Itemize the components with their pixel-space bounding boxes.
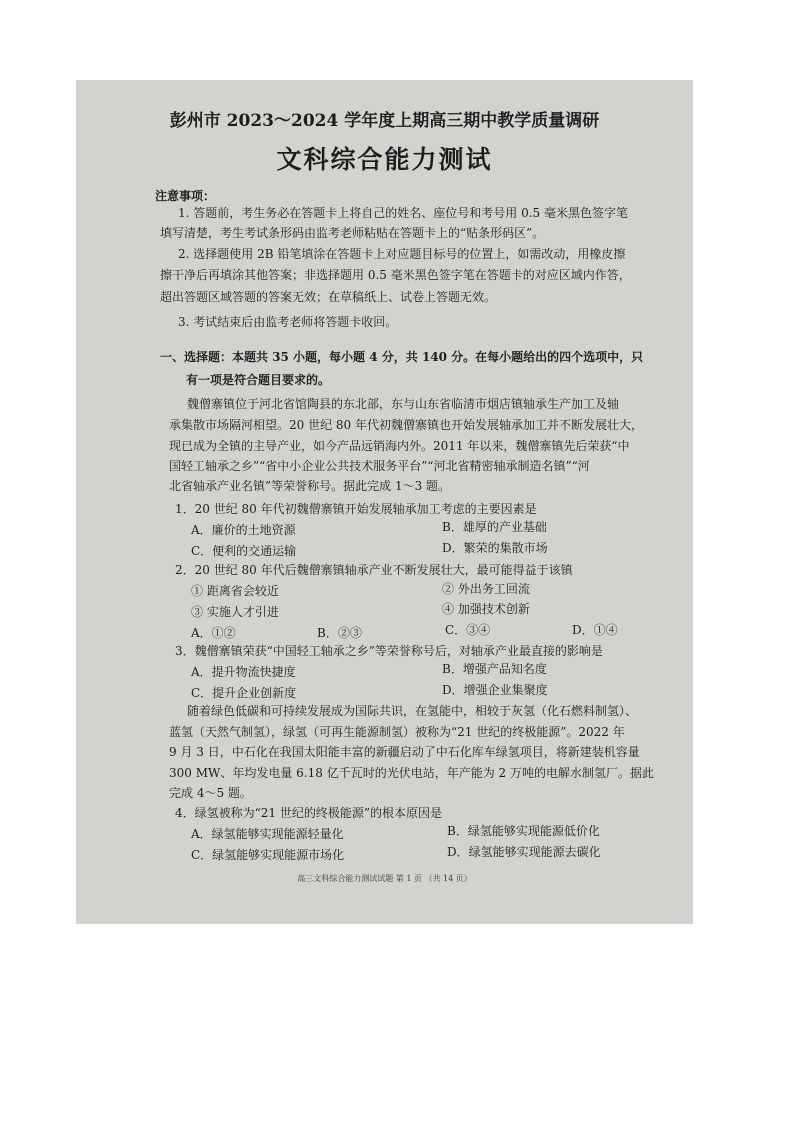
question-4-option-c: C．绿氢能够实现能源市场化 — [191, 848, 345, 862]
notice-item-1-line-2: 填写清楚，考生考试条形码由监考老师粘贴在答题卡上的“贴条形码区”。 — [160, 226, 545, 240]
notice-item-2-line-2: 擦干净后再填涂其他答案；非选择题用 0.5 毫米黑色签字笔在答题卡的对应区域内作答， — [160, 268, 631, 282]
page-footer: 高三文科综合能力测试试题 第 1 页 （共 14 页） — [297, 874, 472, 883]
question-2-stem: 2．20 世纪 80 年代后魏僧寨镇轴承产业不断发展壮大，最可能得益于该镇 — [175, 563, 573, 577]
question-1-option-c: C．便利的交通运输 — [191, 544, 297, 558]
section-heading-line-2: 有一项是符合题目要求的。 — [186, 373, 331, 387]
question-4-option-a: A．绿氢能够实现能源轻量化 — [191, 827, 344, 841]
exam-title: 彭州市 2023～2024 学年度上期高三期中教学质量调研 — [169, 111, 600, 131]
question-3-option-d: D．增强企业集聚度 — [442, 683, 548, 697]
passage-2-line-5: 完成 4～5 题。 — [169, 786, 252, 800]
passage-1-line-2: 承集散市场隔河相望。20 世纪 80 年代初魏僧寨镇也开始发展轴承加工并不断发展壮大， — [169, 418, 643, 432]
passage-2-line-4: 300 MW、年均发电量 6.18 亿千瓦时的光伏电站，年产能为 2 万吨的电解水制氢厂。据此 — [169, 766, 654, 780]
question-2-statement-4: ④ 加强技术创新 — [442, 602, 530, 616]
question-1-option-b: B．雄厚的产业基础 — [442, 520, 547, 534]
exam-page — [76, 80, 693, 924]
passage-2-line-2: 蓝氢（天然气制氢），绿氢（可再生能源制氢）被称为“21 世纪的终极能源”。2022 年 — [169, 725, 625, 739]
question-2-option-c: C．③④ — [445, 623, 491, 637]
notice-item-2-line-3: 超出答题区域答题的答案无效；在草稿纸上、试卷上答题无效。 — [160, 290, 497, 304]
notice-heading: 注意事项： — [155, 189, 216, 203]
question-1-stem: 1．20 世纪 80 年代初魏僧寨镇开始发展轴承加工考虑的主要因素是 — [175, 502, 537, 516]
question-3-option-c: C．提升企业创新度 — [191, 686, 297, 700]
notice-item-1-line-1: 1. 答题前，考生务必在答题卡上将自己的姓名、座位号和考号用 0.5 毫米黑色签字笔 — [178, 206, 628, 220]
question-1-option-a: A．廉价的土地资源 — [191, 523, 296, 537]
question-2-option-a: A．①② — [191, 626, 236, 640]
passage-2-line-1: 随着绿色低碳和可持续发展成为国际共识，在氢能中，相较于灰氢（化石燃料制氢）、 — [187, 704, 638, 718]
question-4-stem: 4．绿氢被称为“21 世纪的终极能源”的根本原因是 — [175, 806, 442, 820]
notice-item-3: 3. 考试结束后由监考老师将答题卡收回。 — [178, 315, 398, 329]
passage-1-line-4: 国轻工轴承之乡”“省中小企业公共技术服务平台”“河北省精密轴承制造名镇”“河 — [169, 459, 590, 473]
exam-subtitle: 文科综合能力测试 — [276, 145, 493, 174]
question-2-statement-3: ③ 实施人才引进 — [191, 605, 279, 619]
question-3-option-a: A．提升物流快捷度 — [191, 665, 296, 679]
passage-1-line-1: 魏僧寨镇位于河北省馆陶县的东北部，东与山东省临清市烟店镇轴承生产加工及轴 — [187, 397, 620, 411]
passage-1-line-3: 现已成为全镇的主导产业，如今产品远销海内外。2011 年以来，魏僧寨镇先后荣获“中 — [169, 439, 630, 453]
question-4-option-b: B．绿氢能够实现能源低价化 — [447, 824, 600, 838]
question-4-option-d: D．绿氢能够实现能源去碳化 — [447, 845, 601, 859]
question-3-stem: 3．魏僧寨镇荣获“中国轻工轴承之乡”等荣誉称号后，对轴承产业最直接的影响是 — [175, 644, 603, 658]
question-2-option-b: B．②③ — [317, 626, 362, 640]
question-2-statement-1: ① 距离省会较近 — [191, 584, 279, 598]
question-2-statement-2: ② 外出务工回流 — [442, 582, 530, 596]
section-heading-line-1: 一、选择题：本题共 35 小题，每小题 4 分，共 140 分。在每小题给出的四个选项中，只 — [160, 350, 644, 364]
question-3-option-b: B．增强产品知名度 — [442, 662, 547, 676]
passage-2-line-3: 9 月 3 日，中石化在我国太阳能丰富的新疆启动了中石化库车绿氢项目，将新建装机容量 — [169, 745, 640, 759]
notice-item-2-line-1: 2. 选择题使用 2B 铅笔填涂在答题卡上对应题目标号的位置上，如需改动，用橡皮擦 — [178, 247, 626, 261]
passage-1-line-5: 北省轴承产业名镇”等荣誉称号。据此完成 1～3 题。 — [169, 479, 451, 493]
question-2-option-d: D．①④ — [572, 623, 618, 637]
question-1-option-d: D．繁荣的集散市场 — [442, 541, 548, 555]
